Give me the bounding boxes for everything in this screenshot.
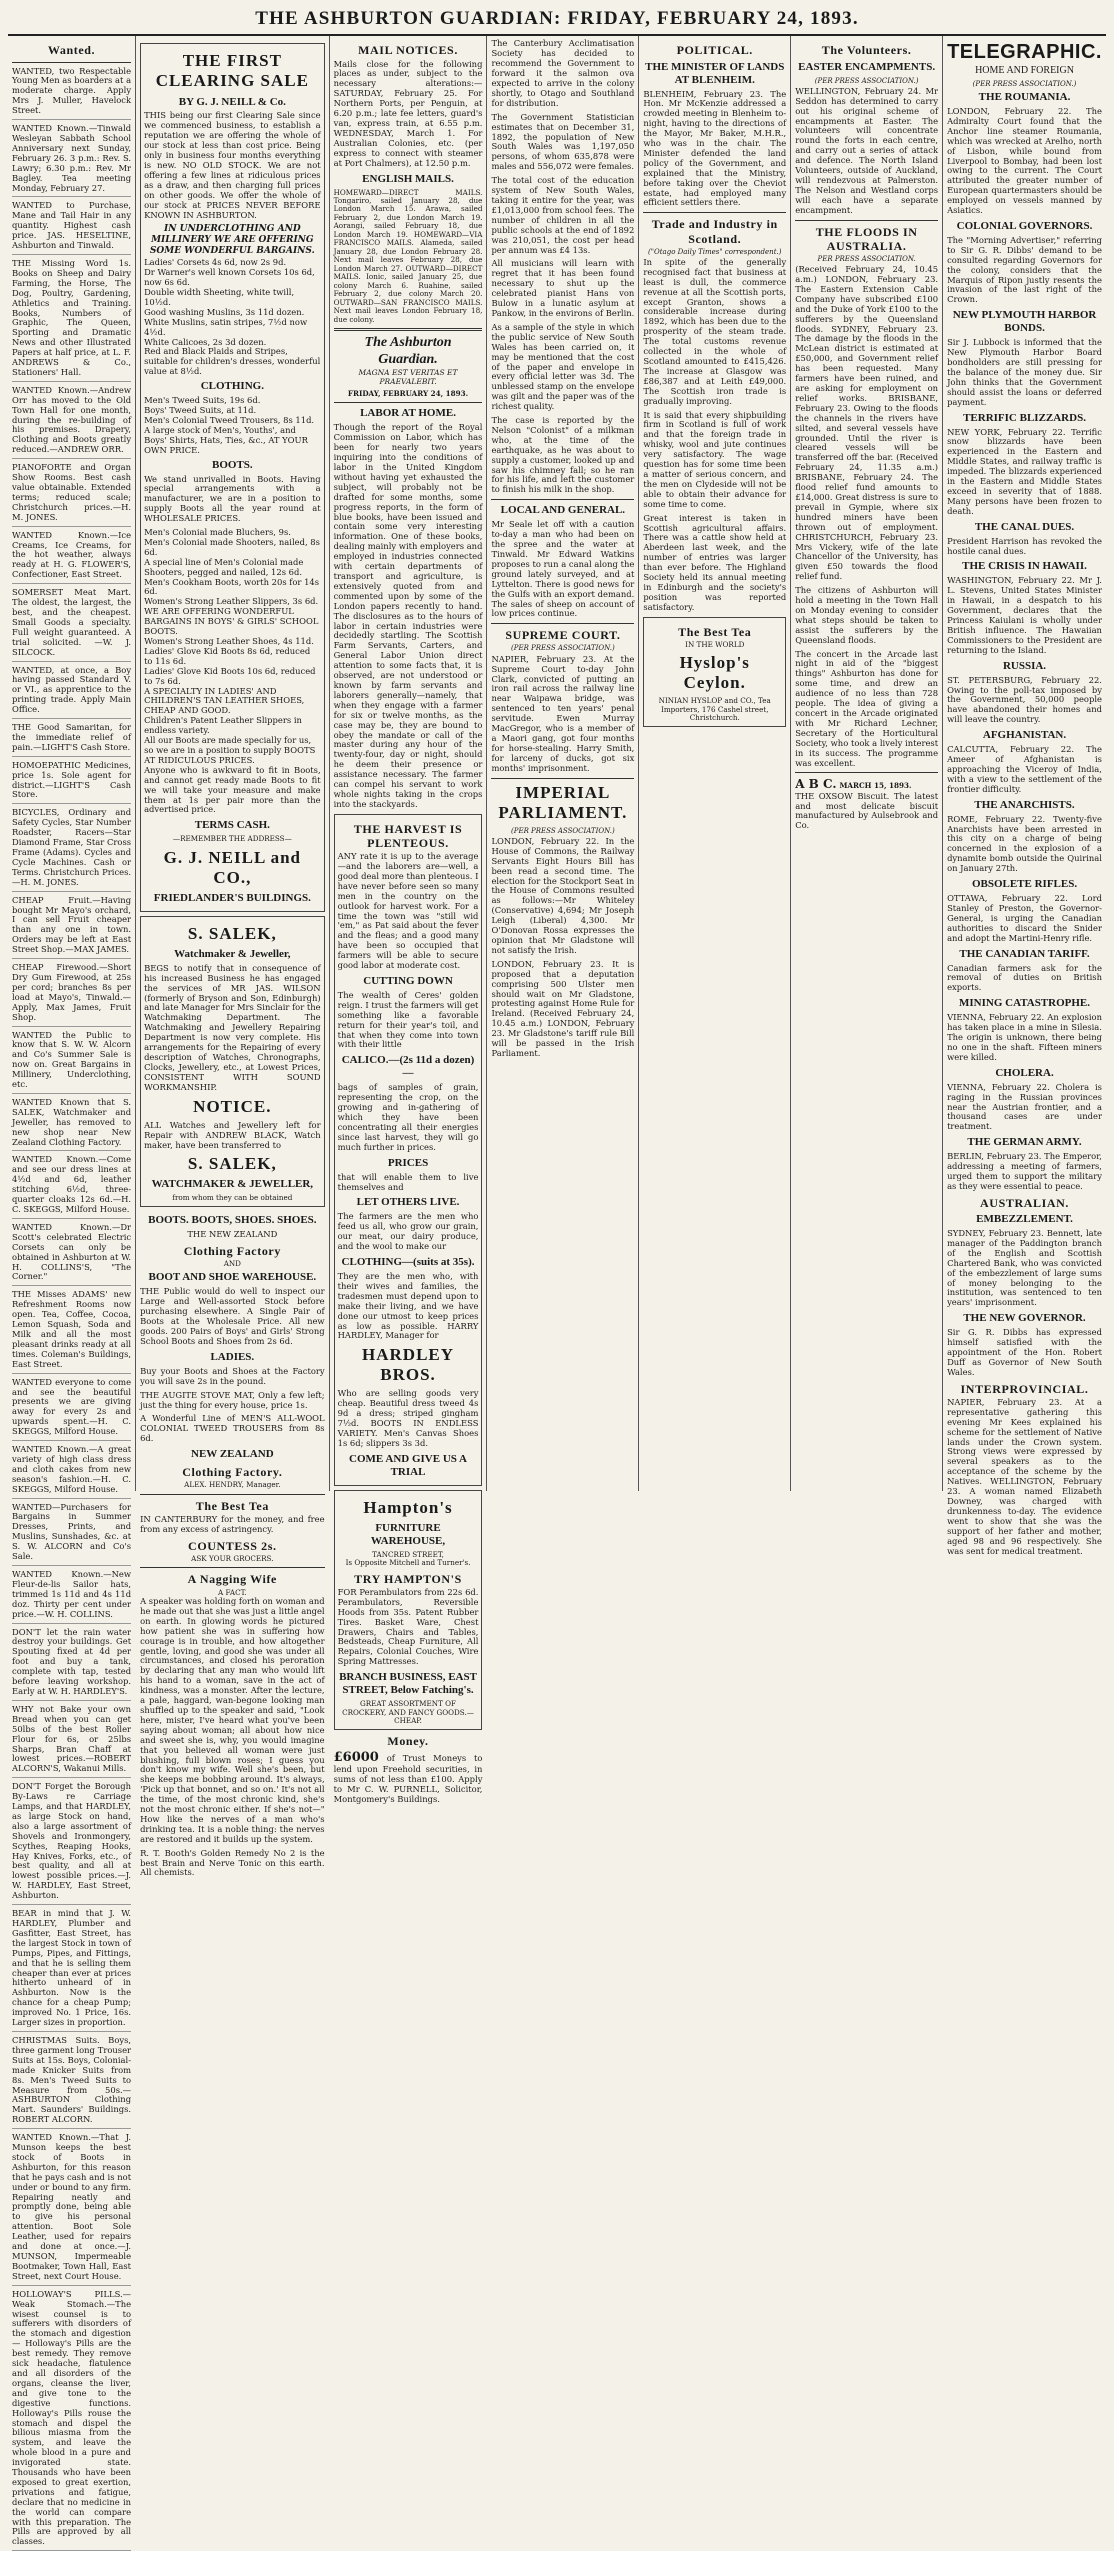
item-line: Dr Warner's well known Corsets 10s 6d, now 6s 6d. <box>144 267 315 288</box>
news-paragraph: The Canterbury Acclimatisation Society has decided to recommend the Government to forward it the salmon ova expected to arrive in the colony shortly, to Otago and Southland for distribution. <box>491 38 635 108</box>
item-line: White Calicoes, 2s 3d dozen. <box>144 336 267 347</box>
wanted-heading: Wanted. <box>47 43 96 58</box>
mining-heading: MINING CATASTROPHE. <box>959 997 1091 1010</box>
volunteers-byline: (PER PRESS ASSOCIATION.) <box>814 76 919 85</box>
classified-ad: WANTED everyone to come and see the beautiful presents we are giving away for every 2s and upwards spent.—H. C. SKEGGS, Milford House. <box>12 1378 131 1441</box>
item-line: Boys' Tweed Suits, at 11d. <box>144 405 257 416</box>
columns <box>8 36 1106 2547</box>
cf-text: THE Public would do well to inspect our Large and Well-assorted Stock before purchasing elsewhere. A Single Pair of Boots at the Wholesale Price. All new goods. 200 Pairs of Boys' and Girls' Strong School Boots and Shoes from 2s 6d. <box>140 1286 325 1346</box>
countess-price: COUNTESS 2s. <box>188 1538 277 1553</box>
furniture-warehouse: FURNITURE WAREHOUSE, <box>370 1521 446 1547</box>
column-telegraphic <box>943 36 1106 1556</box>
labor-text: Though the report of the Royal Commission on Labor, which has been for nearly two years inquiring into the conditions of labor in the United Kingdom without having yet exhausted the subject, will probably not be drafted for some months, some progress reports, in the form of blue books, have been issued and contain some very interesting information. One of these books, dealing mainly with employers and employed in industries connected with certain departments of transport and agriculture, is extensively quoted from and commented upon by some of the London papers recently to hand. The disclosures as to the hours of labor in certain industries were decidedly startling. The Scottish Farm Servants, Carters, and General Labor Union direct attention to some facts that, it is observed, are not understood or known by farm servants and laborers generally—namely, that when they engage with a farmer for six or twelve months, as the case may be, they are bound to obey the mandate or call of the master during any hour of the twenty-four, day or night, should he deem their presence or assistance necessary. The farmer can compel his servant to work whole nights taking in the crops into the stackyards. <box>333 422 483 809</box>
divider <box>12 62 131 63</box>
friedlander-buildings: FRIEDLANDER'S BUILDINGS. <box>153 891 311 904</box>
calico-text: bags of samples of grain, representing the crop, on the growing and in-gathering of which they have been concentrating all their energies since last harvest, they will go much further in prices. <box>337 1082 479 1152</box>
hampton-title: Hampton's <box>363 1497 453 1517</box>
item-line: All our Boots are made specially for us, so we are in a position to supply BOOTS AT RIDICULOUS PRICES. <box>144 735 316 765</box>
salek-text: BEGS to notify that in consequence of his increased Business he has engaged the services of MR JAS. WILSON (formerly of Bryson and Son, Edinburgh) and late Manager for Mrs Sinclair for the Watchmaking Department. The Watchmaking and Jewellery Repairing Department is now very complete. His arrangements for the Repairing of every description of Watches, Chronographs, Clocks, Jewellery, etc., at Lowest Prices, CONSISTENT WITH SOUND WORKMANSHIP. <box>144 962 321 1092</box>
wonderful-text: A Wonderful Line of MEN'S ALL-WOOL COLONIAL TWEED TROUSERS from 8s 6d. <box>140 1413 325 1444</box>
trade-text-3: Great interest is taken in Scottish agricultural affairs. There was a cattle show held at Aberdeen last week, and the number of entries was larger than ever before. The Highland Society held its annual meeting in Edinburgh and the society's position was reported satisfactory. <box>643 512 787 612</box>
plymouth-heading: NEW PLYMOUTH HARBOR BONDS. <box>952 309 1097 335</box>
classified-ad: WANTED Known.—A great variety of high class dress and cloth cakes from new season's fashion.—H. C. SKEGGS, Milford House. <box>12 1445 131 1499</box>
classified-ad: WANTED Known.—That J. Munson keeps the best stock of Boots in Ashburton, for this reason that he pays cash and is not under or bound to any firm. Repairing neatly and promptly done, being able to give his personal attention. Boot Sole Leather, used for repairs and done at once.—J. MUNSON, Impermeable Bootmaker, Town Hall, East Street, next Court House. <box>12 2133 131 2286</box>
interprov-text: NAPIER, February 23. At a representative gathering this evening Mr Kees explained his scheme for the settlement of Native lands under the Crown system. Strong views were expressed by several speakers as to the acceptance of the scheme by the Natives. WELLINGTON, February 23. A woman named Elizabeth Downey, was charged with drunkenness to-day. The evidence went to show that she was the support of her father and mother, aged 98 and 96 respectively. She was sent for medical treatment. <box>947 1396 1102 1556</box>
harvest-heading: THE HARVEST IS PLENTEOUS. <box>353 821 463 850</box>
item-line: Double width Sheeting, white twill, 10½d. <box>144 286 295 307</box>
money-amount: £6000 <box>333 1749 379 1765</box>
hawaii-heading: THE CRISIS IN HAWAII. <box>962 560 1087 573</box>
item-line: A SPECIALTY IN LADIES' AND CHILDREN'S TAN LEATHER SHOES, CHEAP AND GOOD. <box>144 685 305 716</box>
editorial-date: FRIDAY, FEBRUARY 24, 1893. <box>347 388 469 398</box>
column-volunteers <box>791 36 943 1491</box>
easter-heading: EASTER ENCAMPMENTS. <box>798 60 936 73</box>
boots-text: We stand unrivalled in Boots. Having special arrangements with a manufacturer, we are in a position to supply Boots all the year round at WHOLESALE PRICES. <box>144 473 321 524</box>
hendry-manager: ALEX. HENDRY, Manager. <box>184 1480 281 1490</box>
cholera-heading: CHOLERA. <box>995 1066 1054 1079</box>
divider <box>140 1567 325 1568</box>
clothing-heading: CLOTHING—(suits at 35s). <box>341 1256 475 1269</box>
divider <box>643 212 786 213</box>
governor-text: Sir G. R. Dibbs has expressed himself satisfied with the appointment of the Hon. Robert Duff as Governor of New South Wales. <box>947 1327 1102 1377</box>
telegraphic-byline: (PER PRESS ASSOCIATION.) <box>972 79 1077 88</box>
item-line: White Muslins, satin stripes, 7½d now 4½d. <box>144 316 308 337</box>
try-hamptons: TRY HAMPTON'S <box>354 1571 462 1586</box>
item-line: Men's Colonial made Shooters, nailed, 8s 6d. <box>144 536 320 557</box>
anarchists-heading: THE ANARCHISTS. <box>974 798 1075 811</box>
classified-ad: WANTED Known.—New Fleur-de-lis Sailor hats, trimmed 1s 11d and 4s 11d doz. Thirty per cent under price.—W. H. COLLINS. <box>12 1570 131 1624</box>
assortment: GREAT ASSORTMENT OF CROCKERY, AND FANCY GOODS.— CHEAP. <box>342 1699 474 1726</box>
column-editorial <box>330 36 488 1804</box>
trade-heading: Trade and Industry in Scotland. <box>651 217 778 246</box>
best-tea-heading-2: The Best Tea <box>678 624 752 639</box>
ask-grocers: ASK YOUR GROCERS. <box>191 1553 274 1563</box>
let-heading: LET OTHERS LIVE. <box>356 1196 460 1209</box>
clothing-factory-ad <box>140 1211 325 1882</box>
in-the-world: IN THE WORLD <box>685 639 745 649</box>
local-general-text: Mr Seale let off with a caution to-day a man who had been on the spree and the water at Tinwald. Mr Edward Watkins proposes to run a canal along the ground lately surveyed, and at Lyttelton. There is good news for the Gulfs with an export demand. The sales of sheep on account of low prices continue. <box>491 519 635 619</box>
boots-heading: BOOTS. <box>212 458 253 471</box>
local-meeting-text: The citizens of Ashburton will hold a meeting in the Town Hall on Monday evening to consider what steps should be taken to assist the sufferers by the Queensland floods. <box>795 585 939 645</box>
try-text: FOR Perambulators from 22s 6d. Perambulators, Reversible Hoods from 35s. Patent Rubber Tires. Basket Ware, Chest Drawers, Chairs and Tables, Bedsteads, Cheap Furniture, All Repairs, Colonial Couches, Wire Spring Mattresses. <box>337 1586 479 1667</box>
boots-shoes: BOOTS. BOOTS, SHOES. SHOES. <box>148 1213 317 1226</box>
trade-byline: ("Otago Daily Times" correspondent.) <box>648 247 782 256</box>
item-line: Ladies' Corsets 4s 6d, now 2s 9d. <box>144 257 287 268</box>
mail-heading: MAIL NOTICES. <box>358 43 458 58</box>
russia-text: ST. PETERSBURG, February 22. Owing to the poll-tax imposed by the Government, 50,000 people have abandoned their homes and will leave the country. <box>947 674 1102 725</box>
governor-heading: THE NEW GOVERNOR. <box>963 1312 1086 1325</box>
army-heading: THE GERMAN ARMY. <box>967 1136 1082 1149</box>
minister-heading: THE MINISTER OF LANDS AT BLENHEIM. <box>645 60 785 86</box>
best-tea-heading: The Best Tea <box>195 1498 269 1513</box>
stove-text: THE AUGITE STOVE MAT, Only a few left; just the thing for every house, price 1s. <box>140 1389 325 1410</box>
classified-ad: WANTED Known.—Ice Creams, Ice Creams, for the hot weather, always ready at H. G. FLOWER'S, Confectioner, East Street. <box>12 531 131 585</box>
embezzle-text: SYDNEY, February 23. Bennett, late manager of the Paddington branch of the English and Scottish Chartered Bank, who was convicted of the embezzlement of large sums of money belonging to the institution, was sentenced to ten years' imprisonment. <box>947 1228 1102 1308</box>
divider <box>491 778 634 779</box>
money-heading: Money. <box>387 1733 429 1748</box>
news-paragraph: The total cost of the education system of New South Wales, taking it entire for the year, was £1,013,000 from school fees. The number of children in all the public schools at the end of 1892 was 210,051, the cost per head per annum was £4 13s. <box>491 175 635 255</box>
prices-heading: PRICES <box>387 1156 429 1169</box>
come-trial: COME AND GIVE US A TRIAL <box>349 1452 467 1478</box>
sale-by: BY G. J. NEILL & Co. <box>178 95 286 108</box>
blizzards-heading: TERRIFIC BLIZZARDS. <box>963 411 1086 424</box>
lower-ads-row <box>140 1211 325 1882</box>
news-paragraph: As a sample of the style in which the public service of New South Wales has been carried on, it may be mentioned that the cost of the paper and envelope in every official letter was 3d. The unblessed stamp on the envelope was gilt and the paper was of the richest quality. <box>491 321 635 412</box>
classified-ad: WANTED Known.—Andrew Orr has moved to the Old Town Hall for one month, during the re-building of his premises. Drapery, Clothing and Boots greatly reduced.—ANDREW ORR. <box>12 386 131 459</box>
let-text: The farmers are the men who feed us all, who grow our grain, our meat, our dairy produce, and the wool to make our <box>337 1211 479 1252</box>
trade-text-2: It is said that every shipbuilding firm in Scotland is full of work and that the foreign trade in whisky, wool and jute continues very satisfactory. The wage question has for some time been a matter of serious concern, and the men on Clydeside will not be able to obtain their advance for some time to come. <box>643 409 787 509</box>
harvest-ad <box>334 814 483 1486</box>
classified-ad: WANTED—Purchasers for Bargains in Summer Dresses, Prints, and Muslins, Sunshades, &c. at S. W. ALCORN and Co's Sale. <box>12 1503 131 1566</box>
clothing-factory-title: Clothing Factory <box>183 1243 281 1258</box>
tariff-text: Canadian farmers ask for the removal of duties on British exports. <box>947 962 1102 993</box>
telegraphic-title: TELEGRAPHIC. <box>947 41 1102 64</box>
notice-text: ALL Watches and Jewellery left for Repair with ANDREW BLACK, Watch maker, have been transferred to <box>144 1119 321 1150</box>
item-line: Good washing Muslins, 3s 11d dozen. <box>144 306 305 317</box>
classified-ad: DON'T let the rain water destroy your buildings. Get Spouting fixed at 4d per foot and buy a tank, complete with tap, tested before leaving workshop. Early at W. H. HARDLEY'S. <box>12 1628 131 1701</box>
from-note: from whom they can be obtained <box>172 1193 293 1203</box>
russia-heading: RUSSIA. <box>1002 659 1047 672</box>
abc-date: MARCH 15, 1893. <box>839 781 912 791</box>
salek-ad <box>140 916 325 1207</box>
neill-name: G. J. NEILL and CO., <box>163 847 302 887</box>
column-wanted <box>8 36 136 2547</box>
canal-text: President Harrison has revoked the hostile canal dues. <box>947 535 1102 556</box>
classified-ad: CHRISTMAS Suits. Boys, three garment long Trouser Suits at 15s. Boys, Colonial-made Knicker Suits from 8s. Men's Tweed Suits to Measure from 50s.—ASHBURTON Clothing Mart. Saunders' Buildings. ROBERT ALCORN. <box>12 2036 131 2129</box>
masthead: THE ASHBURTON GUARDIAN: FRIDAY, FEBRUARY 24, 1893. <box>8 6 1106 36</box>
money-text: of Trust Moneys to lend upon Freehold securities, in sums of not less than £100. Apply to Mr C. W. PURNELL, Solicitor, Montgomery's Buildings. <box>333 1752 483 1804</box>
nagging-text: A speaker was holding forth on woman and he made out that she was just a little angel on earth. In glowing words he pictured how patient she was in suffering how courage is in trouble, and how altogether gentle, loving, and good she was under all circumstances, and closed his peroration by declaring that any man who would lift his hand to a woman, save in the act of kindness, was a monster. After the lecture, a pale, haggard, wan-begone looking man shuffled up to the speaker and said, "Look here, mister, I've heard what you've been saying about woman; all about how nice and sweet she is, why, you would imagine that you believed all woman were just blushing, full blown roses; I guess you don't know my wife. Well she's been, but she keeps me bobbing around. It's always, 'Pick up that bonnet, and so on.' It's not all the time, of the most chronic kind, she's not the most chronic either. If she's not—" How like the nerves of a man who's drinking tea. It is a noble thing: the nerves are restored and it builds up the system. <box>140 1596 325 1844</box>
item-line: Men's Cookham Boots, worth 20s for 14s 6d. <box>144 576 320 597</box>
fact-subheading: A FACT. <box>218 1587 247 1597</box>
item-line: Children's Patent Leather Slippers in endless variety. <box>144 715 302 736</box>
item-line: Women's Strong Leather Slippers, 3s 6d. <box>144 596 319 607</box>
salek-name-2: S. SALEK, <box>187 1154 277 1174</box>
obsolete-text: OTTAWA, February 22. Lord Stanley of Preston, the Governor-General, is urging the Canadian authorities to discard the Snider and adopt the Martini-Henry rifle. <box>947 893 1102 943</box>
item-line: Men's Tweed Suits, 19s 6d. <box>144 395 261 406</box>
classified-ad: WANTED Known.—Dr Scott's celebrated Electric Corsets can only be obtained in Ashburton at W. H. COLLINS'S, "The Corner." <box>12 1223 131 1286</box>
classified-ad: BICYCLES, Ordinary and Safety Cycles, Star Number Roadster, Racers—Star Diamond Frame, Star Cross Frame (Adams). Cycles and Cycle Machines. Cash or Terms. Christchurch Prices.—H. M. JONES. <box>12 808 131 891</box>
afghan-text: CALCUTTA, February 22. The Ameer of Afghanistan is approaching the Viceroy of India, with a view to the settlement of the frontier difficulty. <box>947 744 1102 794</box>
ladies-heading: LADIES. <box>210 1350 255 1363</box>
english-mails-heading: ENGLISH MAILS. <box>362 172 454 185</box>
classified-ad: WANTED Known.—Tinwald Wesleyan Sabbath School Anniversary next Sunday, February 26. 3 p.m.: Rev. S. Lawry; 6.30 p.m.: Rev. Mr Bagley. Tea meeting Monday, February 27. <box>12 124 131 197</box>
english-mails-text: HOMEWARD—DIRECT MAILS. Tongariro, sailed January 28, due London March 15. Arawa, sailed February 2, due London March 19. Aorangi, sailed February 18, due London March 19. HOMEWARD—VIA FRANCISCO MAILS. Alameda, sailed January 28, due London February 28. Next mail leaves February 28, due London March 27. OUTWARD—DIRECT MAILS. Ionic, sailed January 25, due colony March 6. Ruahine, sailed February 2, due colony March 20. OUTWARD—SAN FRANCISCO MAILS. Next mail leaves London February 18, due colony. <box>333 187 483 324</box>
calico-heading: CALICO.—(2s 11d a dozen)— <box>341 1054 475 1080</box>
imperial-heading: IMPERIAL PARLIAMENT. <box>498 782 628 822</box>
column-political <box>639 36 791 1491</box>
colonial-heading: COLONIAL GOVERNORS. <box>956 219 1093 232</box>
classified-ad: WANTED, at once, a Boy having passed Standard V. or VI., as apprentice to the printing trade. Apply Main Office. <box>12 666 131 720</box>
abc-text: THE OXSOW Biscuit. The latest and most delicate biscuit manufactured by Aulsebrook and Co. <box>795 790 939 831</box>
classified-ad: DON'T Forget the Borough By-Laws re Carriage Lamps, and that HARDLEY, as large Stock on hand, also a large assortment of Shovels and Ironmongery, Scythes, Reaping Hooks, Hay Knives, Forks, etc., of best quality, and all at lowest possible prices.—J. W. HARDLEY, East Street, Ashburton. <box>12 1782 131 1905</box>
item-line: Men's Colonial Tweed Trousers, 8s 11d. <box>144 414 315 425</box>
divider <box>334 402 483 403</box>
divider <box>795 220 938 221</box>
item-line: A special line of Men's Colonial made Shooters, pegged and nailed, 12s 6d. <box>144 556 304 577</box>
item-line: WE ARE OFFERING WONDERFUL BARGAINS IN BOYS' & GIRLS' SCHOOL BOOTS. <box>144 606 319 637</box>
afghan-heading: AFGHANISTAN. <box>982 729 1067 742</box>
guardian-title: The Ashburton Guardian. <box>364 335 452 367</box>
item-line: Women's Strong Leather Shoes, 4s 11d. <box>144 636 314 647</box>
mail-text: Mails close for the following places as under, subject to the necessary alterations:— SATURDAY, February 25. For Northern Ports, per Penguin, at 6.20 p.m.; late fee letters, guard's van, express train, at 6.55 p.m. WEDNESDAY, March 1. For Australian Colonies, etc. (per express to connect with steamer at Port Chalmers), at 12.50 p.m. <box>333 58 483 168</box>
sale-title: THE FIRST CLEARING SALE <box>155 51 309 91</box>
motto: MAGNA EST VERITAS ET PRAEVALEBIT. <box>358 368 458 387</box>
underclothing-heading: IN UNDERCLOTHING AND MILLINERY WE ARE OFFERING SOME WONDERFUL BARGAINS. <box>149 224 315 256</box>
anarchists-text: ROME, February 22. Twenty-five Anarchists have been arrested in this city on a charge of being concerned in the explosion of a dynamite bomb outside the Quirinal on January 27th. <box>947 813 1102 874</box>
item-line: A large stock of Men's, Youths', and Boys' Shirts, Hats, Ties, &c., AT YOUR OWN PRICE. <box>144 424 308 455</box>
embezzle-heading: EMBEZZLEMENT. <box>976 1213 1073 1226</box>
clothing-factory-title-2: Clothing Factory. <box>182 1465 283 1480</box>
boots-note: Anyone who is awkward to fit in Boots, and cannot get ready made Boots to fit we will take your measure and make them at 1s per pair more than the advertised price. <box>144 764 321 815</box>
news-paragraph: All musicians will learn with regret that it has been found necessary to shut up the celebrated pianist Hans von Bulow in a lunatic asylum at Pankow, in the environs of Berlin. <box>491 258 635 318</box>
classified-ad: BEAR in mind that J. W. HARDLEY, Plumber and Gasfitter, East Street, has the largest Stock in town of Pumps, Pipes, and Fittings, and that he is selling them cheaper than ever at prices hitherto unheard of in Ashburton. Now is the chance for a cheap Pump; improved No. 1 Price, 16s. Larger sizes in proportion. <box>12 1909 131 2032</box>
nagging-heading: A Nagging Wife <box>187 1572 277 1587</box>
clothing-heading: CLOTHING. <box>200 380 264 393</box>
tea-text: IN CANTERBURY for the money, and free from any excess of astringency. <box>140 1513 325 1534</box>
divider <box>334 328 483 331</box>
ladies-text: Buy your Boots and Shoes at the Factory you will save 2s in the pound. <box>140 1365 325 1386</box>
colonial-text: The "Morning Advertiser," referring to Sir G. R. Dibbs' demand to be consulted regarding Governors for the colony, considers that the Marquis of Ripon justly resents the invasion of the last right of the Crown. <box>947 234 1102 305</box>
hardley-text: Who are selling goods very cheap. Beautiful dress tweed 4s 9d a dress; striped gingham 7½d. BOOTS IN ENDLESS VARIETY. Men's Canvas Shoes 1s 6d; slippers 3s 3d. <box>337 1388 479 1448</box>
abc-title: A B C. <box>795 777 837 792</box>
imperial-byline: (PER PRESS ASSOCIATION.) <box>511 826 615 835</box>
hyslop-ad <box>643 617 786 727</box>
prices-text: that will enable them to live themselves and <box>337 1171 479 1192</box>
classified-ad: WANTED Known that S. SALEK, Watchmaker and Jeweller, has removed to new shop near New Zealand Clothing Factory. <box>12 1098 131 1152</box>
money-ad <box>334 1750 483 1805</box>
tariff-heading: THE CANADIAN TARIFF. <box>959 947 1090 960</box>
local-general-heading: LOCAL AND GENERAL. <box>500 504 626 517</box>
salek-trade-2: WATCHMAKER & JEWELLER, <box>151 1178 314 1191</box>
trade-text: In spite of the generally recognised fact that business at least is dull, the commerce revenue at all the Scottish ports, except Granton, shows a considerable increase during 1892, which has been due to the prosperity of the steam trade. The total customs revenue collected in the whole of Scotland amounted to £415,426. The increase at Glasgow was £86,387 and at Leith £49,000. The Scottish iron trade is gradually improving. <box>643 256 787 406</box>
labor-heading: LABOR AT HOME. <box>360 407 456 420</box>
terms-cash: TERMS CASH. <box>194 819 270 832</box>
sale-text: THIS being our first Clearing Sale since we commenced business, to establish a reputation we are offering the whole of our stock at less than cost price. Being only in business four months everything is new. NO OLD STOCK. We are not offering a few lines at ridiculous prices as a draw, and then charging full prices on other goods. We offer the whole of our stock at PRICES NEVER BEFORE KNOWN IN ASHBURTON. <box>144 110 321 220</box>
booth-text: R. T. Booth's Golden Remedy No 2 is the best Brain and Nerve Tonic on this earth. All chemists. <box>140 1847 325 1878</box>
news-paragraph: The case is reported by the Nelson "Colonist" of a milkman who, at the time of the earthquake, as he was about to supply a customer, looked up and saw his chimney fall; so he ran for his life, and left the customer to finish his milk in the shop. <box>491 415 635 495</box>
army-text: BERLIN, February 23. The Emperor, addressing a meeting of farmers, urged them to support the military as they were essential to peace. <box>947 1151 1102 1191</box>
obsolete-heading: OBSOLETE RIFLES. <box>971 878 1078 891</box>
canal-heading: THE CANAL DUES. <box>974 520 1075 533</box>
divider <box>140 1494 325 1495</box>
political-heading: POLITICAL. <box>676 43 753 58</box>
classified-ad: THE Good Samaritan, for the immediate relief of pain.—LIGHT'S Cash Store. <box>12 723 131 757</box>
remember-address: —REMEMBER THE ADDRESS— <box>172 834 292 844</box>
classified-ad: WHY not Bake your own Bread when you can get 50lbs of the best Roller Flour for 6s, or 25lbs Sharps, Bran Chaff at lowest prices.—ROBERT ALCORN'S, Wakanui Mills. <box>12 1705 131 1778</box>
volunteers-text: WELLINGTON, February 24. Mr Seddon has determined to carry out his original scheme of encampments at Easter. The volunteers will concentrate round the forts in each centre, and carry out a series of attack and defence. The North Island Volunteers, outside of Auckland, will rendezvous at Palmerston. The Nelson and Westland corps will each have a separate encampment. <box>795 85 939 215</box>
classified-ad: WANTED, two Respectable Young Men as boarders at a moderate charge. Apply Mrs J. Muller, Havelock Street. <box>12 67 131 121</box>
cutting-text: The wealth of Ceres' golden reign. I trust the farmers will get something like a favorable return for their year's toil, and that when they come into town with their little <box>337 989 479 1050</box>
imperial-text: LONDON, February 22. In the House of Commons, the Railway Servants Eight Hours Bill has been read a second time. The election for the Stockport Seat in the House of Commons resulted as follows:—Mr Whiteley (Conservative) 4,694; Mr Joseph Leigh (Liberal) 4,300. Mr O'Donovan Rossa expresses the opinion that Mr Gladstone will not satisfy the Irish. <box>491 835 635 955</box>
item-line: Ladies' Glove Kid Boots 8s 6d, reduced to 11s 6d. <box>144 645 311 666</box>
floods-text: (Received February 24, 10.45 a.m.) LONDON, February 23. The Eastern Extension Cable Company have subscribed £100 and the Duke of York £100 to the sufferers by the Queensland floods. SYDNEY, February 23. The damage by the floods in the McLean district is estimated at £50,000, and Government relief has been requested. Many farmers have been ruined, and are asking for employment on relief works. BRISBANE, February 23. Owing to the floods the channels in the rivers have silted, and several vessels have grounded. Until the river is cleared vessels will be transferred off the bar. (Received February 24, 11.35 a.m.) BRISBANE, February 24. The flood relief fund amounts to £14,000. Great distress is sure to prevail in Gympie, where six hundred miners have been thrown out of employment. CHRISTCHURCH, February 23. Mrs Vickery, wife of the late Chancellor of the University, has given £50 towards the flood relief fund. <box>795 264 939 582</box>
court-byline: (PER PRESS ASSOCIATION.) <box>511 644 615 653</box>
branch-business: BRANCH BUSINESS, EAST STREET, Below Fatching's. <box>339 1671 477 1697</box>
classified-ad: CHEAP Firewood.—Short Dry Gum Firewood, at 25s per cord; branches 8s per load at Mayo's, Tinwald.—Apply, Max James, Fruit Shop. <box>12 963 131 1026</box>
classified-ad: THE Misses ADAMS' new Refreshment Rooms now open. Tea, Coffee, Cocoa, Lemon Squash, Soda and Milk and all the most pleasant drinks ready at all times. Coleman's Buildings, East Street. <box>12 1290 131 1373</box>
mining-text: VIENNA, February 22. An explosion has taken place in a mine in Silesia. The origin is unknown, there being no one in the shaft. Fifteen miners were killed. <box>947 1012 1102 1062</box>
harvest-text: ANY rate it is up to the average—and the laborers are—well, a good deal more than plenteous. I have never before seen so many men in the country on the outlook for harvest work. For a time the town was "still wid 'em," as Pat said about the fever and the fleas; and a good many have been so occupied that farmers will be able to secure good labor at moderate cost. <box>337 851 479 971</box>
ninian-address: NINIAN HYSLOP and CO., Tea Importers, 176 Cashel street, Christchurch. <box>658 696 771 723</box>
floods-byline: PER PRESS ASSOCIATION. <box>817 254 916 263</box>
divider <box>491 499 634 500</box>
clothing-text: They are the men who, with their wives and families, the tradesmen must depend upon to make their living, and we have done our utmost to keep prices as low as possible. HARRY HARDLEY, Manager for <box>337 1270 479 1341</box>
political-text: BLENHEIM, February 23. The Hon. Mr McKenzie addressed a crowded meeting in Blenheim to-night, having to the directions of the Mayor, Mr Baker, M.H.R., who was in the chair. The Minister defended the land policy of the Government, and explained that the Ministry, before taking over the Cheviot estate, had employed many efficient settlers there. <box>643 88 787 208</box>
classified-ad: HOLLOWAY'S PILLS.—Weak Stomach.—The wisest counsel is to sufferers with disorders of the stomach and digestion — Holloway's Pills are the best remedy. They remove sick headache, flatulence and all disorders of the organs, cleanse the liver, and give tone to the digestive functions. Holloway's Pills rouse the stomach and dispel the bilious miasma from the system, and leave the whole blood in a pure and invigorated state. Thousands who have been exposed to great exertion, privations and fatigue, declare that no medicine in the world can compare with this preparation. The Pills are approved by all classes. <box>12 2290 131 2551</box>
cutting-heading: CUTTING DOWN <box>363 974 453 987</box>
floods-heading: THE FLOODS IN AUSTRALIA. <box>815 224 918 253</box>
plymouth-text: Sir J. Lubbock is informed that the New Plymouth Harbor Board bondholders are still pressing for the balance of the money due. Sir John thinks that the Government should assist the loans or deferred payment. <box>947 337 1102 407</box>
tancred-street: TANCRED STREET, <box>372 1549 444 1559</box>
item-line: Men's Colonial made Bluchers, 9s. <box>144 527 291 538</box>
salek-name: S. SALEK, <box>187 923 277 943</box>
column-sale-ads <box>136 36 330 1878</box>
salek-trade: Watchmaker & Jeweller, <box>174 947 291 960</box>
interprov-heading: INTERPROVINCIAL. <box>960 1381 1089 1396</box>
australian-heading: AUSTRALIAN. <box>980 1195 1069 1210</box>
the-new-zealand: THE NEW ZEALAND <box>187 1228 278 1239</box>
classified-ad: PIANOFORTE and Organ Show Rooms. Best cash value obtainable. Extended terms; reduced scale; Christchurch prices.—H. M. JONES. <box>12 463 131 526</box>
cholera-text: VIENNA, February 22. Cholera is raging in the Russian provinces near the Austrian frontier, and a thousand cases are under treatment. <box>947 1081 1102 1132</box>
classified-ad: WANTED the Public to know that S. W. W. Alcorn and Co's Summer Sale is now on. Great Bargains in Millinery, Underclothing, etc. <box>12 1031 131 1094</box>
classified-ad: CHEAP Fruit.—Having bought Mr Mayo's orchard, I can sell Fruit cheaper than any one in town. Orders may be left at East Street Shop.—MAX JAMES. <box>12 896 131 959</box>
classified-ad: SOMERSET Meat Mart. The oldest, the largest, the best, and the cheapest. Small Goods a specialty. Full weight guaranteed. A trial solicited. —W. J. SILCOCK. <box>12 588 131 661</box>
notice-heading: NOTICE. <box>193 1096 272 1116</box>
hawaii-text: WASHINGTON, February 22. Mr J. L. Stevens, United States Minister in Hawaii, in a despatch to his Government, declares that the Princess Kaiulani is wholly under British influence. The Hawaiian Commissioners to the President are returning to the Island. <box>947 575 1102 655</box>
classified-ad: HOMOEPATHIC Medicines, price 1s. Sole agent for district.—LIGHT'S Cash Store. <box>12 761 131 805</box>
abc-ad <box>795 777 938 791</box>
blizzards-text: NEW YORK, February 22. Terrific snow blizzards have been experienced in the Eastern and Middle States, and railway traffic is impeded. The blizzards experienced in the Eastern and Middle States exceed in severity that of 1888. Many persons have been frozen to death. <box>947 426 1102 516</box>
item-line: Red and Black Plaids and Stripes, suitable for children's dresses, wonderful value at 8½d. <box>144 346 321 377</box>
column-news <box>487 36 639 1491</box>
supreme-court-heading: SUPREME COURT. <box>505 628 621 643</box>
concert-text: The concert in the Arcade last night in aid of the "biggest things" Ashburton has done for some time, and drew an audience of no less than 728 people. The idea of giving a concert in the Arcade originated with Mr Richard Lechner, Secretary of the Horticultural Society, who took a lively interest in its success. The programme was excellent. <box>795 648 939 768</box>
nz-heading-2: NEW ZEALAND <box>191 1448 274 1461</box>
classified-ad: THE Missing Word 1s. Books on Sheep and Dairy Farming, the Horse, The Dog, Poultry, Gardening, Athletics and Training. Books, Numbers of Graphic, The Queen, Sporting and Dramatic News and other Illustrated Papers at half price, at L. F. ANDREWS & Co., Stationers' Hall. <box>12 259 131 382</box>
and-word: AND <box>223 1258 241 1268</box>
divider <box>491 623 634 624</box>
divider <box>795 772 938 773</box>
roumania-heading: THE ROUMANIA. <box>978 91 1071 104</box>
news-paragraph: The Government Statistician estimates that on December 31, 1892, the population of New South Wales was 1,197,050 persons, of whom 635,878 were males and 556,072 were females. <box>491 111 635 172</box>
imperial-text-2: LONDON, February 23. It is proposed that a deputation comprising 500 Ulster men should wait on Mr Gladstone, protesting against Home Rule for Ireland. (Received February 24, 10.45 a.m.) LONDON, February 23. Mr Gladstone's tariff rule Bill will be passed in the Irish Parliament. <box>491 958 635 1058</box>
hampton-ad <box>334 1490 483 1730</box>
clearing-sale-ad <box>140 43 325 911</box>
court-text: NAPIER, February 23. At the Supreme Court to-day John Clark, convicted of putting an iron rail across the railway line near Waipawa bridge, was sentenced to ten years' penal servitude. Ewen Murray MacGregor, who is a member of a Maori gang, got four months for horse-stealing. Harry Smith, for larceny of ducks, got six months' imprisonment. <box>491 653 635 773</box>
opposite-note: Is Opposite Mitchell and Turner's. <box>345 1558 471 1568</box>
roumania-text: LONDON, February 22. The Admiralty Court found that the Anchor line steamer Roumania, which was wrecked at Arelho, north of Lisbon, while bound from Liverpool to Bombay, had been lost owing to the current. The Court attributed the greater number of European quartermasters should be employed on vessels manned by Asiatics. <box>947 106 1102 216</box>
boot-shoe-warehouse: BOOT AND SHOE WAREHOUSE. <box>148 1271 317 1284</box>
home-foreign: HOME AND FOREIGN <box>975 65 1074 76</box>
item-line: Ladies' Glove Kid Boots 10s 6d, reduced to 7s 6d. <box>144 665 316 686</box>
hardley-bros: HARDLEY BROS. <box>362 1345 455 1385</box>
volunteers-heading: The Volunteers. <box>821 43 912 58</box>
classified-ad: WANTED to Purchase, Mane and Tail Hair in any quantity. Highest cash price. JAS. HESELTINE, Ashburton and Tinwald. <box>12 201 131 255</box>
hyslop-title: Hyslop's Ceylon. <box>679 653 750 693</box>
classified-ad: WANTED Known.—Come and see our dress lines at 4½d and 6d, leather stitching 6½d, three-quarter cloaks 12s 6d.—H. C. SKEGGS, Milford House. <box>12 1155 131 1218</box>
